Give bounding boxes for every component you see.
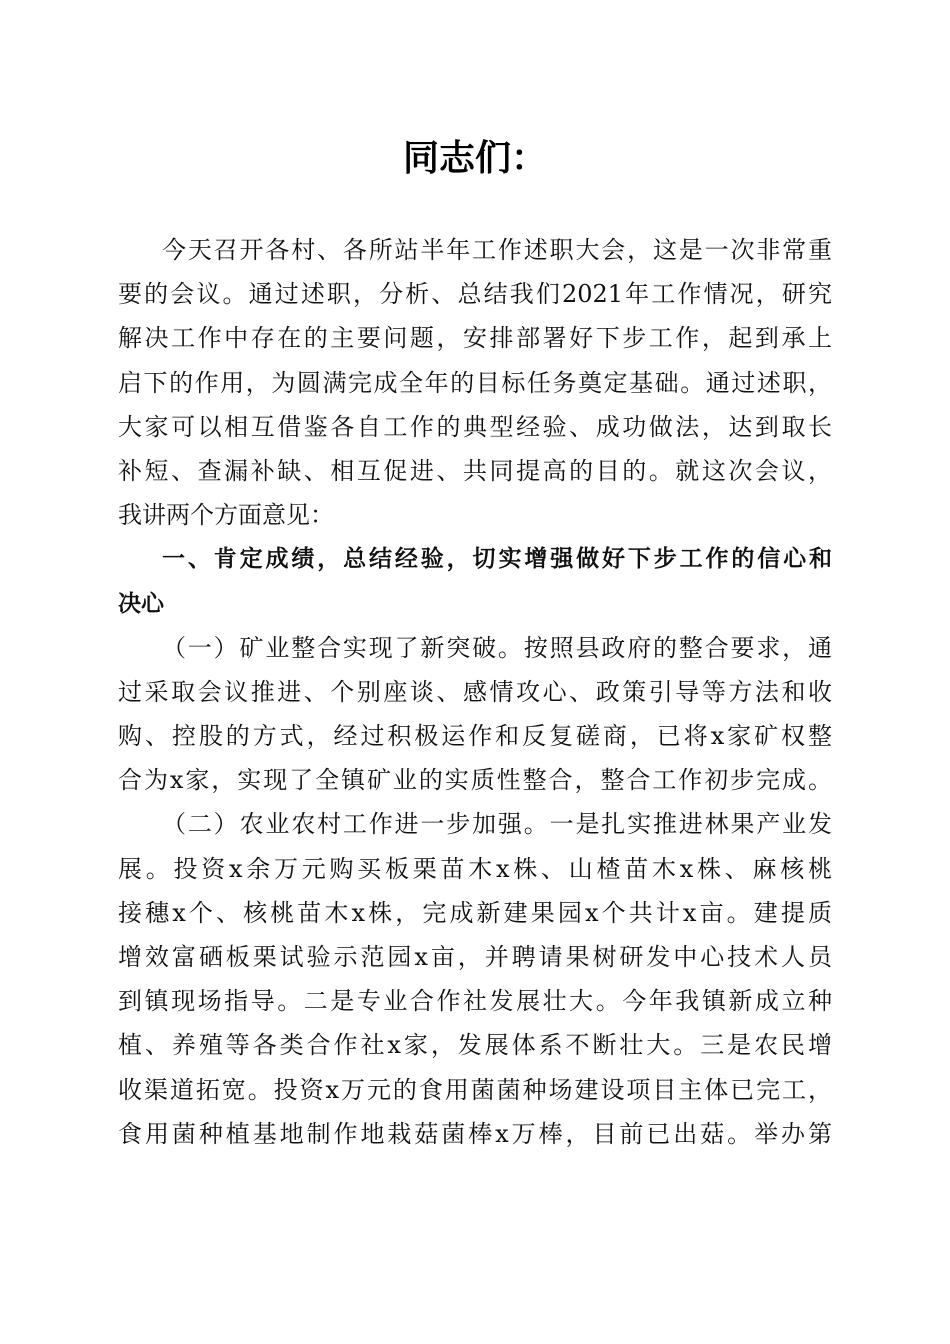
paragraph-line: 到镇现场指导。二是专业合作社发展壮大。今年我镇新成立种 [118,987,832,1016]
document-body [118,228,832,1156]
paragraph-line: 食用菌种植基地制作地栽菇菌棒x万棒，目前已出菇。举办第 [118,1119,832,1148]
paragraph-line: 增效富硒板栗试验示范园x亩，并聘请果树研发中心技术人员 [118,943,832,971]
paragraph-line: 过采取会议推进、个别座谈、感情攻心、政策引导等方法和收 [118,677,832,706]
paragraph-line: （二）农业农村工作进一步加强。一是扎实推进林果产业发 [162,810,832,839]
paragraph-line: 补短、查漏补缺、相互促进、共同提高的目的。就这次会议， [118,456,832,485]
paragraph-line: 收渠道拓宽。投资x万元的食用菌菌种场建设项目主体已完工， [118,1075,832,1104]
paragraph-line: 解决工作中存在的主要问题，安排部署好下步工作，起到承上 [118,324,832,353]
paragraph-line: 接穗x个、核桃苗木x株，完成新建果园x个共计x亩。建提质 [118,898,832,927]
paragraph-line: 合为x家，实现了全镇矿业的实质性整合，整合工作初步完成。 [118,766,832,795]
paragraph-line: 大家可以相互借鉴各自工作的典型经验、成功做法，达到取长 [118,412,832,441]
paragraph-line: 启下的作用，为圆满完成全年的目标任务奠定基础。通过述职， [118,368,832,397]
paragraph-line: （一）矿业整合实现了新突破。按照县政府的整合要求，通 [162,633,832,662]
paragraph-line: 展。投资x余万元购买板栗苗木x株、山楂苗木x株、麻核桃 [118,854,832,883]
paragraph-line: 我讲两个方面意见： [118,501,334,530]
document-title: 同志们： [402,137,547,179]
paragraph-line: 购、控股的方式，经过积极运作和反复磋商，已将x家矿权整 [118,722,832,751]
paragraph-line: 植、养殖等各类合作社x家，发展体系不断壮大。三是农民增 [118,1031,832,1060]
paragraph-line: 要的会议。通过述职，分析、总结我们2021年工作情况，研究 [118,280,832,309]
paragraph-line: 今天召开各村、各所站半年工作述职大会，这是一次非常重 [162,236,832,264]
section-heading-line: 一、肯定成绩，总结经验，切实增强做好下步工作的信心和 [162,546,832,573]
section-heading-line: 决心 [118,590,164,617]
